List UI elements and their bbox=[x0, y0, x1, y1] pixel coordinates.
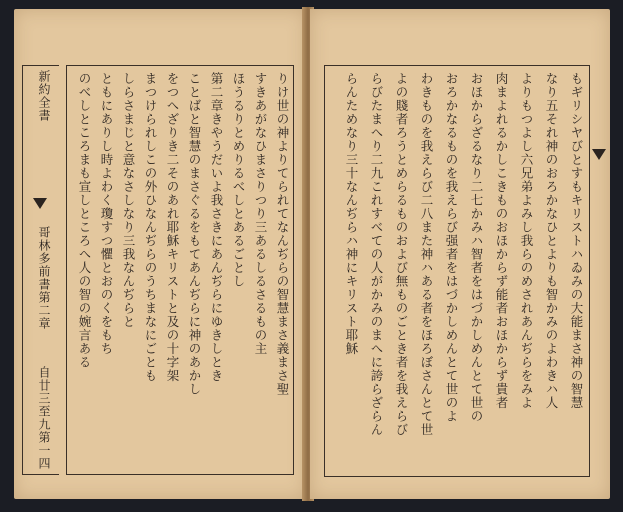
text-column: ほうるりとめりるべしとあるごとし bbox=[231, 72, 246, 288]
text-column: わきものを我えらび二八また神ハある者をほろぼさんとて世 bbox=[419, 72, 434, 437]
chapter-heading-column: 第二章きやうだいよ我さきにあんぢらにゆきしとき bbox=[209, 72, 224, 383]
text-column: おほからざるなり二七かみハ智者をはづかしめんとて世の bbox=[469, 72, 484, 423]
text-column: なり五それ神のおろかなひとよりも智かみのよわきハ人 bbox=[544, 72, 559, 410]
page-reference: 自廿三至九第一四 bbox=[37, 366, 51, 470]
text-column: もギリシヤびとすもキリストハゐみの大能まさ神の智慧 bbox=[569, 72, 584, 410]
text-column: をつへざりき二そのあれ耶穌キリストと及の十字架 bbox=[165, 72, 180, 383]
book-name: 哥林多前書第二章 bbox=[37, 226, 51, 330]
text-column: しらさまじと意なさしなり三我なんぢらと bbox=[121, 72, 136, 329]
fishtail-marker-icon bbox=[592, 149, 606, 160]
book-title: 新約全書 bbox=[37, 70, 51, 122]
page-header-column bbox=[22, 65, 59, 475]
text-column: ことばと智慧のまさぐるをもてあんぢらに神のあかし bbox=[187, 72, 202, 396]
text-column: よの賤者ろうとめらるものおよび無ものごとき者を我えらび bbox=[394, 72, 409, 437]
left-page bbox=[14, 9, 306, 499]
right-page bbox=[310, 9, 610, 499]
book-spread bbox=[6, 5, 618, 505]
text-column: りけ世の神よりてられてなんぢらの智慧まさ義まさ聖 bbox=[275, 72, 290, 396]
fishtail-marker-icon bbox=[33, 198, 47, 209]
text-column: よりもつよし六兄弟よみし我らのめされあんぢらをみよ bbox=[519, 72, 534, 410]
text-column: のべしところまも宣しところへ人の智の婉言ある bbox=[77, 72, 92, 369]
text-column: おろかなるものを我えらび强者をはづかしめんとて世のよ bbox=[444, 72, 459, 423]
text-column: ともにありし時よわく瓊すつ懼とおのくをもち bbox=[99, 72, 114, 356]
text-column: すきあがなひまさりつり三あるしるさるもの主 bbox=[253, 72, 268, 356]
text-column: らびたまへり二九これすべての人がかみのまへに誇らざらん bbox=[369, 72, 384, 437]
text-column: 肉まよれるかしこきものおほからず能者おほからず貴者 bbox=[494, 72, 509, 410]
right-text-block bbox=[324, 65, 590, 477]
text-column: まつけられしこの外ひなんぢらのうちまなにごとも bbox=[143, 72, 158, 383]
text-column: らんためなり三十なんぢらハ神にキリスト耶穌 bbox=[344, 72, 359, 356]
left-text-block bbox=[66, 65, 294, 475]
